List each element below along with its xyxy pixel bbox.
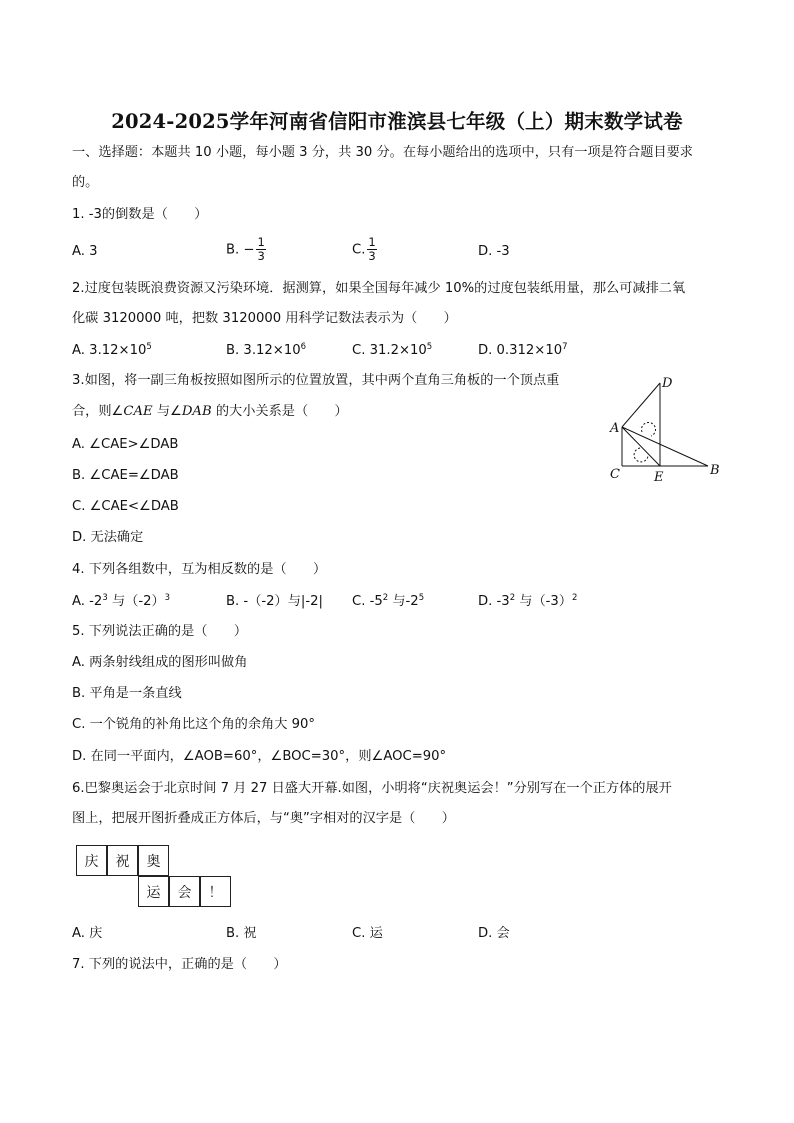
q3-option-d: D. 无法确定 [72,530,144,545]
angle-dab-label: DAB [181,404,212,419]
cube-net-cell: 庆 [76,845,107,876]
vertex-label-b: B [710,463,720,478]
exam-title: 2024-2025学年河南省信阳市淮滨县七年级（上）期末数学试卷 [111,110,683,133]
q1-option-b-denominator: 3 [257,249,265,263]
q4-a-part: 与（-2） [107,594,165,609]
q6-stem-line2: 图上，把展开图折叠成正方体后，与“奥”字相对的汉字是（ ） [72,811,455,826]
q4-option-d [478,592,577,612]
q4-option-c [352,592,424,612]
q4-d-part: 与（-3） [515,594,573,609]
q4-c-part: C. -5 [352,594,383,609]
q5-option-c: C. 一个锐角的补角比这个角的余角大 90° [72,717,315,732]
q2-option-c [352,341,432,361]
angle-cae-label: CAE [123,404,153,419]
q1-option-c-denominator: 3 [368,249,376,263]
cube-net-cell: 祝 [107,845,138,876]
q1-option-b-prefix: B. − [226,242,255,258]
q2-option-a-base: A. 3.12×10 [72,343,147,358]
q2-option-a [72,341,152,361]
q4-option-a [72,592,170,612]
q2-option-b [226,341,306,361]
q1-option-c-fraction [367,236,376,263]
cube-net-cell: 会 [169,876,200,907]
q5-option-b: B. 平角是一条直线 [72,686,182,701]
cube-net-cell: 奥 [138,845,169,876]
q2-option-d-base: D. 0.312×10 [478,343,563,358]
vertex-label-c: C [610,467,620,482]
q1-option-c [352,236,377,263]
section-heading-line2: 的。 [72,175,99,190]
q4-option-b: B. -（-2）与|-2| [226,594,323,609]
section-heading-line1: 一、选择题：本题共 10 小题，每小题 3 分，共 30 分。在每小题给出的选项中，只有一项是符合题目要求 [72,145,693,160]
q3-stem-text: 合，则∠ [72,404,124,419]
q1-option-a: A. 3 [72,244,98,259]
q3-stem-line1: 3.如图，将一副三角板按照如图所示的位置放置，其中两个直角三角板的一个顶点重 [72,373,560,388]
q2-option-b-base: B. 3.12×10 [226,343,301,358]
q1-option-b [226,236,266,263]
q2-stem-line1: 2.过度包装既浪费资源又污染环境．据测算，如果全国每年减少 10%的过度包装纸用量，那么可减排二氧 [72,281,686,296]
cube-net-cell: ！ [200,876,231,907]
q6-option-d: D. 会 [478,926,510,941]
cube-net-cell: 运 [138,876,169,907]
q2-option-d [478,341,568,361]
q1-option-d: D. -3 [478,244,510,259]
q3-stem-line2 [72,402,348,422]
line-ae [622,427,660,466]
q3-triangle-figure [600,370,730,485]
angle-mark-cae [634,448,648,462]
vertex-label-e: E [654,470,664,485]
q4-c-exponent: 5 [418,593,425,603]
q2-option-c-exponent: 5 [426,342,433,352]
q4-d-exponent: 2 [509,593,516,603]
q5-stem: 5. 下列说法正确的是（ ） [72,624,248,639]
q4-c-exponent: 2 [382,593,389,603]
q4-c-part: 与-2 [388,594,419,609]
q1-option-c-prefix: C. [352,242,366,258]
q6-stem-line1: 6.巴黎奥运会于北京时间 7 月 27 日盛大开幕.如图，小明将“庆祝奥运会！”分别写在一个正方体的展开 [72,781,672,796]
q4-a-part: A. -2 [72,594,103,609]
vertex-label-a: A [610,421,620,436]
q1-option-c-numerator: 1 [368,235,376,249]
q2-option-d-exponent: 7 [562,342,568,352]
q7-stem: 7. 下列的说法中，正确的是（ ） [72,957,287,972]
q3-option-c: C. ∠CAE<∠DAB [72,499,179,514]
q5-option-d: D. 在同一平面内，∠AOB=60°，∠BOC=30°，则∠AOC=90° [72,749,447,764]
angle-mark-dab [642,422,656,436]
q4-stem: 4. 下列各组数中，互为相反数的是（ ） [72,562,327,577]
q2-stem-line2: 化碳 3120000 吨，把数 3120000 用科学记数法表示为（ ） [72,311,457,326]
q6-option-b: B. 祝 [226,926,257,941]
q6-option-c: C. 运 [352,926,383,941]
q4-a-exponent: 3 [102,593,108,603]
q2-option-b-exponent: 6 [300,342,307,352]
q3-option-a: A. ∠CAE>∠DAB [72,437,179,452]
q2-option-c-base: C. 31.2×10 [352,343,427,358]
q5-option-a: A. 两条射线组成的图形叫做角 [72,655,248,670]
vertex-label-d: D [662,376,673,391]
q4-d-exponent: 2 [572,593,578,603]
q3-option-b: B. ∠CAE=∠DAB [72,468,179,483]
line-ab [622,427,708,466]
q3-stem-text: 与∠ [152,404,182,419]
q1-stem: 1. -3的倒数是（ ） [72,207,208,222]
q1-option-b-fraction [256,236,265,263]
q6-option-a: A. 庆 [72,926,103,941]
q4-d-part: D. -3 [478,594,510,609]
q2-option-a-exponent: 5 [146,342,152,352]
line-ad [622,383,660,427]
q1-option-b-numerator: 1 [257,235,265,249]
q4-a-exponent: 3 [164,593,171,603]
q3-stem-text: 的大小关系是（ ） [211,404,348,419]
